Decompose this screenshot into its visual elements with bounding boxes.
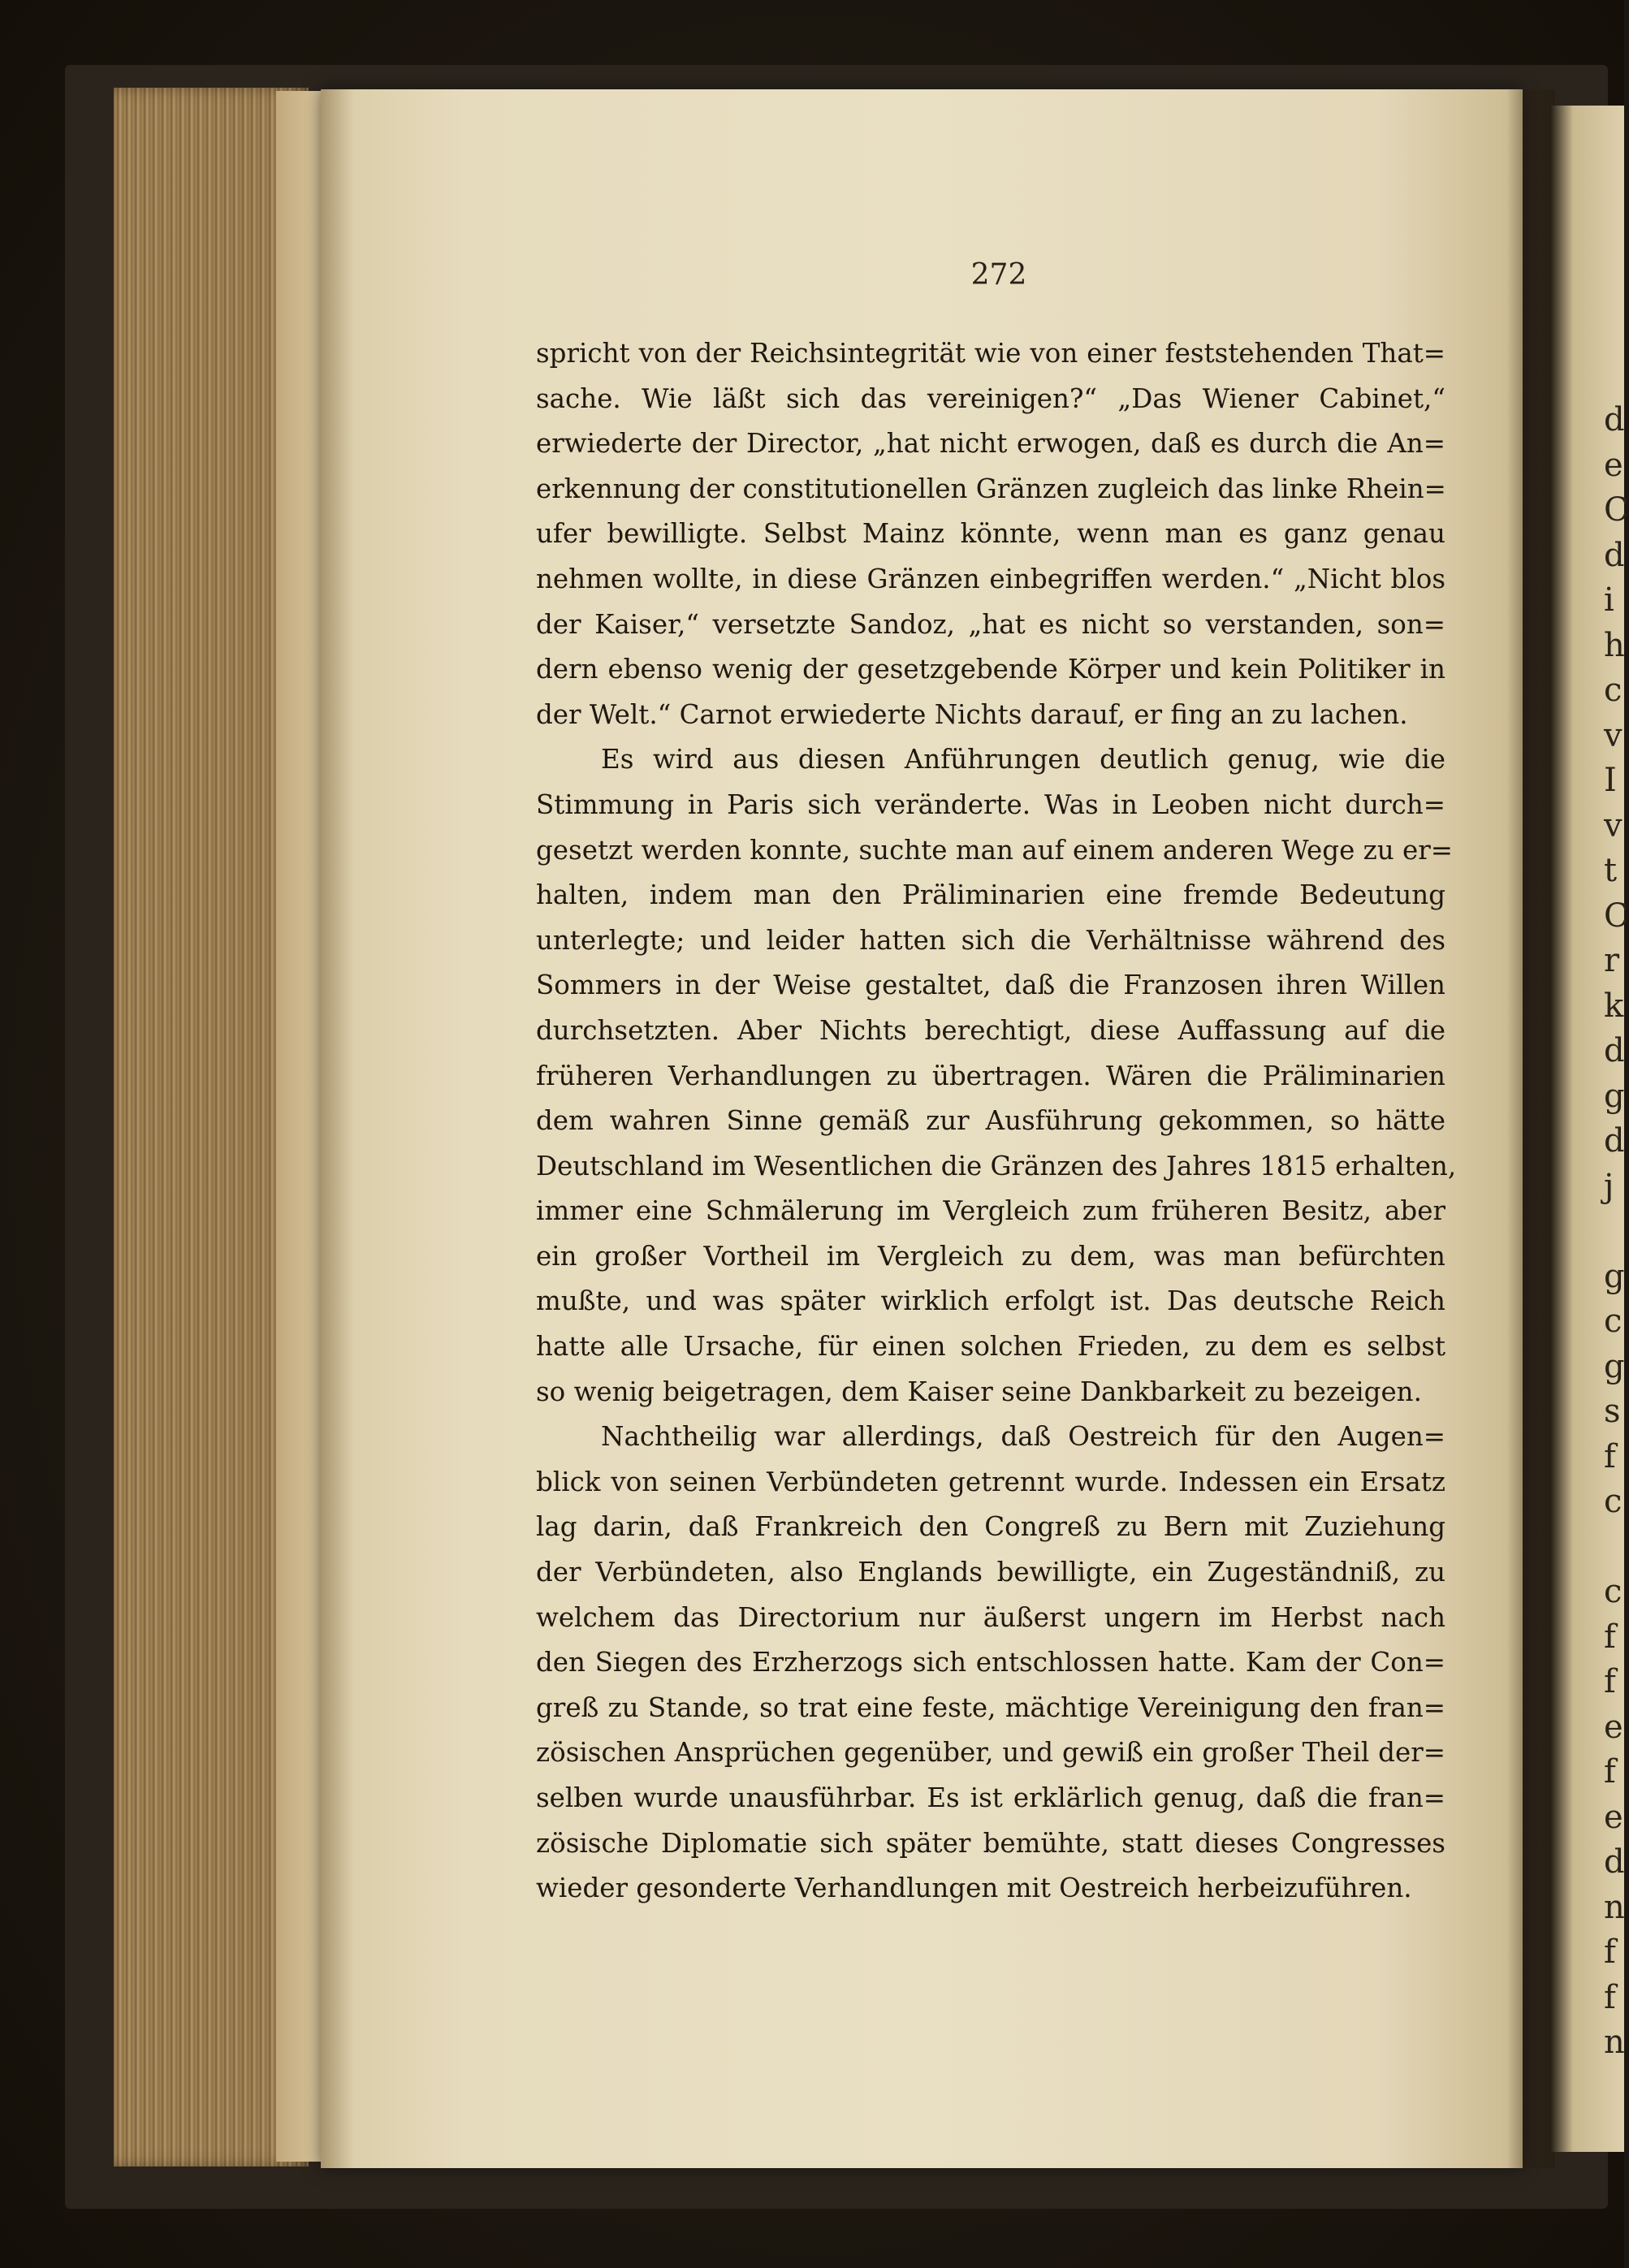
facing-page-edge-letter: C — [1604, 896, 1629, 935]
facing-page-edge-letter: g — [1604, 1077, 1625, 1115]
text-line: ufer bewilligte. Selbst Mainz könnte, wenn man es ganz genau — [536, 518, 1445, 550]
facing-page-edge-letter: i — [1604, 581, 1614, 619]
text-line: selben wurde unausführbar. Es ist erklärlich genug, daß die fran= — [536, 1782, 1445, 1813]
text-line: spricht von der Reichsintegrität wie von einer feststehenden That= — [536, 338, 1445, 369]
text-line: dem wahren Sinne gemäß zur Ausführung gekommen, so hätte — [536, 1105, 1445, 1137]
text-line: Nachtheilig war allerdings, daß Oestreich für den Augen= — [601, 1421, 1445, 1453]
text-line: ein großer Vortheil im Vergleich zu dem, was man befürchten — [536, 1240, 1445, 1272]
facing-page-edge-text — [1604, 398, 1629, 2066]
gutter-shadow — [1506, 89, 1555, 2168]
facing-page-edge-letter: f — [1604, 1437, 1616, 1475]
text-line: zösischen Ansprüchen gegenüber, und gewiß ein großer Theil der= — [536, 1737, 1445, 1769]
text-line: halten, indem man den Präliminarien eine fremde Bedeutung — [536, 879, 1445, 911]
text-line: erwiederte der Director, „hat nicht erwogen, daß es durch die An= — [536, 428, 1445, 460]
facing-page-edge-letter: f — [1604, 1618, 1616, 1656]
text-line: sache. Wie läßt sich das vereinigen?“ „Das Wiener Cabinet,“ — [536, 382, 1445, 414]
facing-page-edge-letter: C — [1604, 491, 1629, 529]
facing-page-edge-letter: e — [1604, 1798, 1623, 1836]
text-line: wieder gesonderte Verhandlungen mit Oestreich herbeizuführen. — [536, 1873, 1412, 1904]
facing-page-edge-letter: s — [1604, 1393, 1621, 1430]
facing-page-edge-letter: d — [1604, 1843, 1625, 1881]
facing-page-edge-letter: g — [1604, 1257, 1625, 1295]
facing-page-edge-letter: I — [1604, 762, 1617, 799]
facing-page-edge-letter: f — [1604, 1663, 1616, 1700]
text-line: Sommers in der Weise gestaltet, daß die Franzosen ihren Willen — [536, 970, 1445, 1001]
text-line: unterlegte; und leider hatten sich die Verhältnisse während des — [536, 924, 1445, 956]
facing-page-edge-letter: d — [1604, 1122, 1625, 1160]
text-line: blick von seinen Verbündeten getrennt wurde. Indessen ein Ersatz — [536, 1466, 1445, 1497]
text-line: dern ebenso wenig der gesetzgebende Körper und kein Politiker in — [536, 654, 1445, 685]
facing-page-edge-letter: d — [1604, 401, 1625, 438]
text-line: Deutschland im Wesentlichen die Gränzen des Jahres 1815 erhalten, — [536, 1150, 1457, 1182]
facing-page-edge-letter: v — [1604, 806, 1623, 845]
text-line: hatte alle Ursache, für einen solchen Frieden, zu dem es selbst — [536, 1331, 1445, 1363]
facing-page-edge-letter: g — [1604, 1347, 1625, 1385]
text-line: mußte, und was später wirklich erfolgt ist. Das deutsche Reich — [536, 1285, 1445, 1317]
facing-page-edge-letter: e — [1604, 1708, 1623, 1746]
facing-page-edge-letter: k — [1604, 987, 1624, 1025]
facing-page-edge-letter — [1604, 1209, 1624, 1255]
facing-page-edge-letter: t — [1604, 852, 1618, 889]
text-line: immer eine Schmälerung im Vergleich zum früheren Besitz, aber — [536, 1195, 1445, 1227]
facing-page-edge-letter — [1604, 1525, 1624, 1570]
facing-page-edge-letter: h — [1604, 626, 1625, 664]
text-line: der Verbündeten, also Englands bewilligte, ein Zugeständniß, zu — [536, 1557, 1445, 1588]
text-line: der Welt.“ Carnot erwiederte Nichts darauf, er fing an zu lachen. — [536, 698, 1408, 730]
facing-page-edge-letter: d — [1604, 536, 1625, 574]
facing-page-edge-letter: c — [1604, 1573, 1623, 1610]
text-line: so wenig beigetragen, dem Kaiser seine Dankbarkeit zu bezeigen. — [536, 1376, 1422, 1407]
text-line: gesetzt werden konnte, suchte man auf einem anderen Wege zu er= — [536, 834, 1454, 866]
text-line: Stimmung in Paris sich veränderte. Was in Leoben nicht durch= — [536, 788, 1445, 820]
facing-page-edge-letter: c — [1604, 1302, 1623, 1340]
facing-page-edge-letter: n — [1604, 1888, 1625, 1926]
text-line: Es wird aus diesen Anführungen deutlich genug, wie die — [601, 744, 1445, 775]
text-line: der Kaiser,“ versetzte Sandoz, „hat es nicht so verstanden, son= — [536, 608, 1445, 640]
facing-page-edge-letter: f — [1604, 1978, 1616, 2016]
facing-page-edge-letter: c — [1604, 672, 1623, 709]
facing-page-edge-letter: e — [1604, 446, 1623, 484]
text-line: greß zu Stande, so trat eine feste, mächtige Vereinigung den fran= — [536, 1691, 1445, 1723]
text-line: zösische Diplomatie sich später bemühte, statt dieses Congresses — [536, 1827, 1445, 1859]
text-line: durchsetzten. Aber Nichts berechtigt, diese Auffassung auf die — [536, 1014, 1445, 1046]
facing-page-edge-letter: v — [1604, 716, 1623, 754]
page-number: 272 — [970, 258, 1027, 292]
facing-page-edge-letter: c — [1604, 1483, 1623, 1520]
text-line: erkennung der constitutionellen Gränzen zugleich das linke Rhein= — [536, 473, 1446, 504]
facing-page-edge-letter: j — [1604, 1167, 1614, 1205]
page-text — [536, 331, 1457, 1912]
facing-page-edge-letter: d — [1604, 1032, 1625, 1069]
text-line: welchem das Directorium nur äußerst ungern im Herbst nach — [536, 1601, 1445, 1633]
text-line: nehmen wollte, in diese Gränzen einbegriffen werden.“ „Nicht blos — [536, 563, 1445, 594]
facing-page-edge-letter: r — [1604, 942, 1620, 979]
text-line: den Siegen des Erzherzogs sich entschlossen hatte. Kam der Con= — [536, 1647, 1445, 1678]
text-line: lag darin, daß Frankreich den Congreß zu Bern mit Zuziehung — [536, 1511, 1445, 1543]
facing-page-edge-letter: f — [1604, 1933, 1616, 1971]
text-line: früheren Verhandlungen zu übertragen. Wären die Präliminarien — [536, 1060, 1445, 1091]
facing-page-edge-letter: f — [1604, 1753, 1616, 1791]
facing-page-edge-letter: n — [1604, 2024, 1625, 2061]
